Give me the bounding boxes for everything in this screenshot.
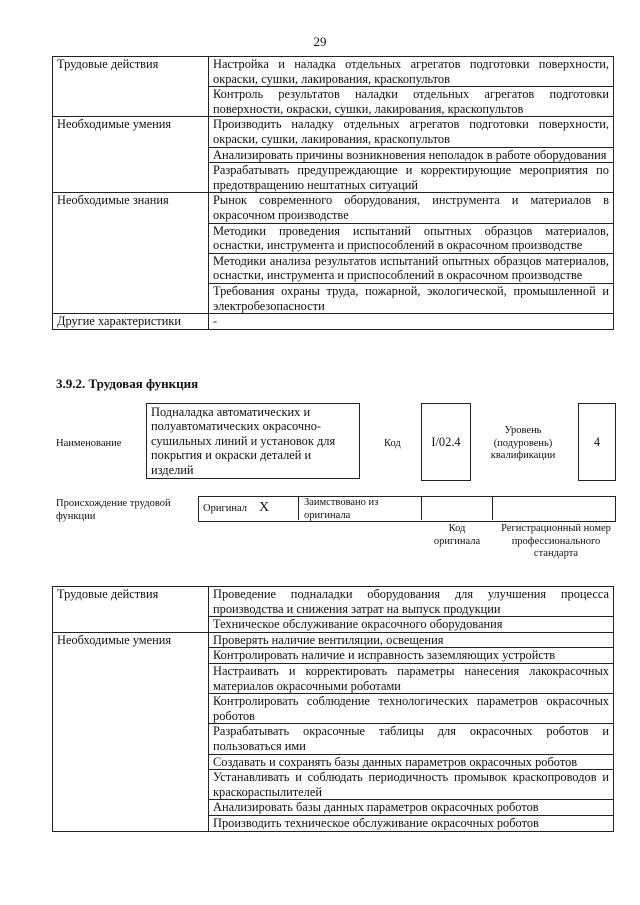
row-text: Анализировать базы данных параметров окрасочных роботов [209,800,614,816]
origin-label: Происхождение трудовой функции [56,498,171,522]
row-label: Другие характеристики [53,314,209,330]
table-row [53,193,614,223]
table-row [53,632,614,648]
row-label: Трудовые действия [53,587,209,633]
row-label: Необходимые знания [53,193,209,314]
code-caption: Код оригинала [433,523,481,547]
row-text: Создавать и сохранять базы данных параметров окрасочных роботов [209,754,614,770]
row-text: Разрабатывать окрасочные таблицы для окрасочных роботов и пользоваться ими [209,724,614,754]
labor-actions-table-1 [52,56,614,330]
table-row [53,587,614,617]
function-name-box: Подналадка автоматических и полуавтоматических окрасочно-сушильных линий и установок для покрытия и окраски деталей и изделий [146,403,360,479]
table-row [53,117,614,147]
row-text: Контролировать наличие и исправность заземляющих устройств [209,648,614,664]
original-label: Оригинал [203,503,247,514]
level-label: Уровень (подуровень) квалификации [490,425,556,461]
table-row [53,314,614,330]
row-label: Необходимые умения [53,632,209,831]
row-text: Настраивать и корректировать параметры нанесения лакокрасочных материалов окрасочными роботами [209,663,614,693]
level-box: 4 [578,403,616,481]
name-label: Наименование [56,438,122,449]
row-label: Трудовые действия [53,57,209,117]
row-text: Рынок современного оборудования, инструмента и материалов в окрасочном производстве [209,193,614,223]
code-label: Код [384,438,401,449]
origin-divider [492,496,493,520]
row-text: Контроль результатов наладки отдельных агрегатов подготовки поверхности, окраски, сушки, лакирования, краскопультов [209,87,614,117]
row-text: - [209,314,614,330]
reg-caption: Регистрационный номер профессионального стандарта [501,523,611,559]
row-text: Методики анализа результатов испытаний опытных образцов материалов, оснастки, инструмента и приспособлений в окрасочном производстве [209,253,614,283]
borrowed-label: Заимствовано из оригинала [304,497,379,521]
original-mark: X [259,500,270,515]
row-text: Настройка и наладка отдельных агрегатов подготовки поверхности, окраски, сушки, лакирования, краскопультов [209,57,614,87]
labor-actions-table-2 [52,586,614,832]
row-text: Производить техническое обслуживание окрасочных роботов [209,815,614,831]
row-text: Устанавливать и соблюдать периодичность промывок краскопроводов и краскораспылителей [209,770,614,800]
row-text: Проверять наличие вентиляции, освещения [209,632,614,648]
row-text: Требования охраны труда, пожарной, экологической, промышленной и электробезопасности [209,283,614,313]
origin-divider [421,496,422,520]
row-label: Необходимые умения [53,117,209,193]
page-number: 29 [313,34,327,49]
row-text: Производить наладку отдельных агрегатов подготовки поверхности, окраски, сушки, лакирования, краскопультов [209,117,614,147]
row-text: Контролировать соблюдение технологических параметров окрасочных роботов [209,694,614,724]
row-text: Методики проведения испытаний опытных образцов материалов, оснастки, инструмента и приспособлений в окрасочном производстве [209,223,614,253]
table-row [53,57,614,87]
row-text: Проведение подналадки оборудования для улучшения процесса производства и снижения затрат на выпуск продукции [209,587,614,617]
row-text: Анализировать причины возникновения неполадок в работе оборудования [209,147,614,163]
code-box: I/02.4 [421,403,471,481]
row-text: Техническое обслуживание окрасочного оборудования [209,617,614,633]
origin-divider [298,496,299,520]
section-heading: 3.9.2. Трудовая функция [56,376,199,391]
row-text: Разрабатывать предупреждающие и корректирующие мероприятия по предотвращению нештатных ситуаций [209,163,614,193]
